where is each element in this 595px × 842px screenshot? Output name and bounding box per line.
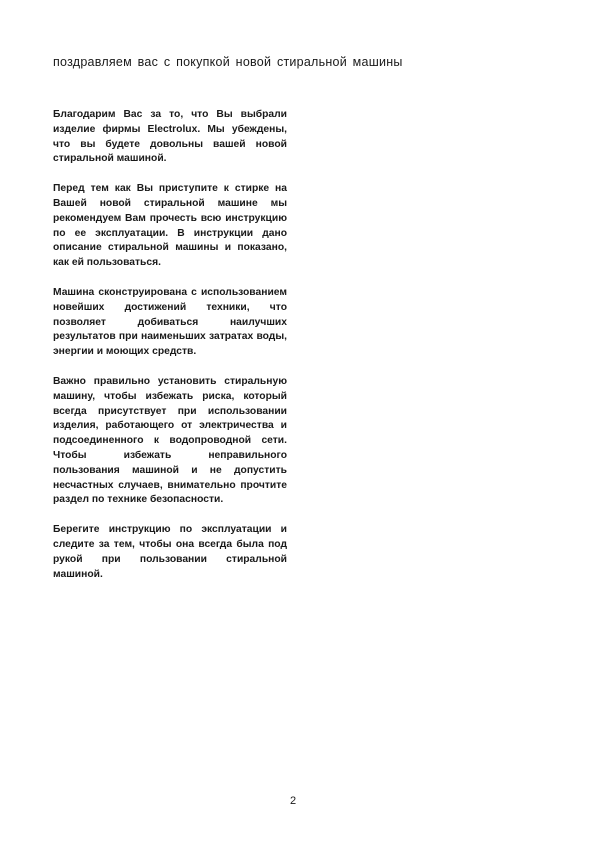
page-title: поздравляем вас с покупкой новой стиральной машины: [53, 55, 403, 69]
intro-paragraph-installation-safety: Важно правильно установить стиральную машину, чтобы избежать риска, который всегда присутствует при использовании изделия, работающего от электричества и подсоединенного к водопроводной сети. Чтобы избежать неправильного пользования машиной и не допустить несчастных случаев, внимательно прочтите раздел по технике безопасности.: [53, 375, 287, 506]
intro-paragraph-thanks: Благодарим Вас за то, что Вы выбрали изделие фирмы Electrolux. Мы убеждены, что вы будете довольны вашей новой стиральной машиной.: [53, 109, 287, 165]
intro-paragraph-technology: Машина сконструирована с использованием новейших достижений техники, что позволяет добиваться наилучших результатов при наименьших затратах воды, энергии и моющих средств.: [53, 286, 287, 358]
page-number: 2: [290, 795, 297, 807]
intro-paragraph-keep-manual: Берегите инструкцию по эксплуатации и следите за тем, чтобы она всегда была под рукой при пользовании стиральной машиной.: [53, 524, 287, 580]
intro-paragraph-read-instructions: Перед тем как Вы приступите к стирке на Вашей новой стиральной машине мы рекомендуем Вам прочесть всю инструкцию по ее эксплуатации. В инструкции дано описание стиральной машины и показано, как ей пользоваться.: [53, 183, 287, 269]
intro-text-column: [53, 108, 287, 597]
